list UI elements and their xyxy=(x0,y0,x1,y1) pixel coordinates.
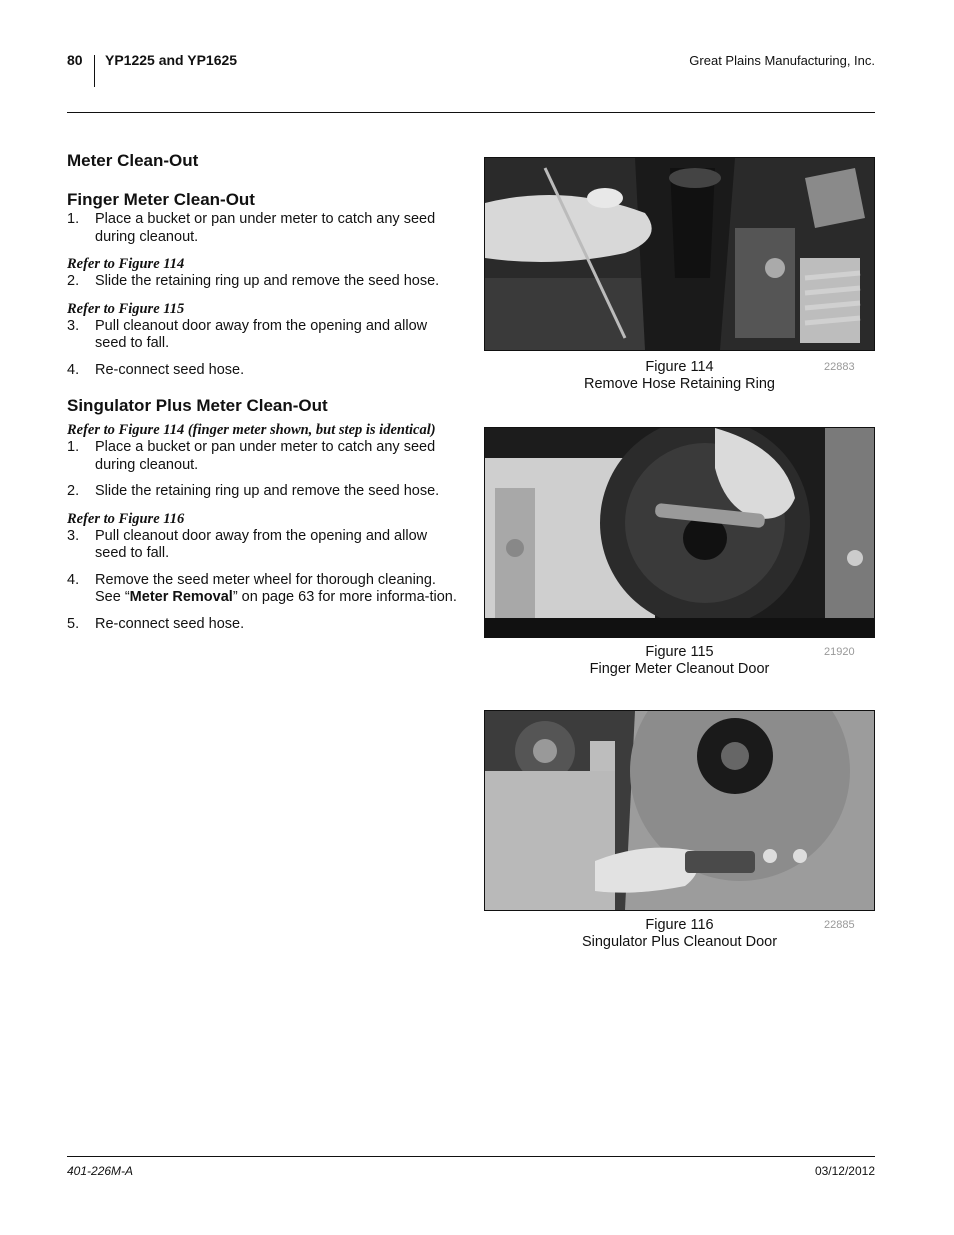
step-text: Pull cleanout door away from the opening and allow seed to fall. xyxy=(95,317,428,351)
step-text: Re-connect seed hose. xyxy=(95,361,245,378)
figure-114-caption xyxy=(484,359,875,393)
doc-number: 401-226M-A xyxy=(67,1164,134,1178)
figure-116-number: 22885 xyxy=(824,919,855,931)
figure-reference: Refer to Figure 115 xyxy=(67,300,185,317)
step-number: 1. xyxy=(67,439,80,455)
figure-115-caption xyxy=(484,644,875,678)
step-number: 3. xyxy=(67,317,80,334)
finger-title: Finger Meter Clean-Out xyxy=(67,190,255,209)
step-number: 3. xyxy=(67,527,80,544)
step-number: 4. xyxy=(67,361,80,378)
figure-title: Finger Meter Cleanout Door xyxy=(589,661,770,677)
step-number: 1. xyxy=(67,211,80,227)
figure-label: Figure 116 xyxy=(645,917,714,933)
figure-116-photo xyxy=(484,710,875,911)
figure-title: Singulator Plus Cleanout Door xyxy=(581,934,778,950)
header-model: YP1225 and YP1625 xyxy=(105,52,238,68)
section-title: Meter Clean-Out xyxy=(67,151,199,170)
figure-title: Remove Hose Retaining Ring xyxy=(583,376,775,392)
singulator-step xyxy=(67,572,462,607)
finger-step xyxy=(67,211,462,246)
step-text: Re-connect seed hose. xyxy=(95,615,245,632)
figure-reference: Refer to Figure 116 xyxy=(67,510,185,527)
header-company: Great Plains Manufacturing, Inc. xyxy=(689,53,875,68)
finger-step xyxy=(67,362,462,380)
instructions-column xyxy=(67,150,462,633)
step-text: Place a bucket or pan under meter to catch any seed during cleanout. xyxy=(95,211,436,245)
singulator-title: Singulator Plus Meter Clean-Out xyxy=(67,396,328,415)
header-divider xyxy=(94,55,95,87)
singulator-step xyxy=(67,439,462,474)
figure-114-number: 22883 xyxy=(824,361,855,373)
step-text: Pull cleanout door away from the opening and allow seed to fall. xyxy=(95,527,428,561)
figure-115-number: 21920 xyxy=(824,646,855,658)
step-number: 2. xyxy=(67,483,80,499)
page-number: 80 xyxy=(67,52,83,68)
meter-removal-link[interactable]: Meter Removal xyxy=(129,589,233,605)
step-number: 2. xyxy=(67,273,80,289)
step-text: Place a bucket or pan under meter to catch any seed during cleanout. xyxy=(95,439,436,473)
step-text: Slide the retaining ring up and remove the seed hose. xyxy=(95,483,440,499)
header-rule xyxy=(67,112,875,113)
doc-date: 03/12/2012 xyxy=(814,1164,875,1178)
figure-label: Figure 115 xyxy=(645,644,714,660)
singulator-step xyxy=(67,528,462,563)
step-text-pre: Remove the seed meter wheel for thorough cleaning. See “ xyxy=(95,571,436,605)
finger-step xyxy=(67,318,462,353)
singulator-step xyxy=(67,616,462,634)
footer-rule xyxy=(67,1156,875,1157)
finger-step xyxy=(67,273,462,291)
figure-115-photo xyxy=(484,427,875,638)
step-text xyxy=(95,572,462,607)
figure-116-caption xyxy=(484,917,875,951)
figure-reference: Refer to Figure 114 xyxy=(67,256,185,272)
figure-reference: Refer to Figure 114 (finger meter shown, but step is identical) xyxy=(67,422,436,438)
figure-114-photo xyxy=(484,157,875,351)
step-text: Slide the retaining ring up and remove the seed hose. xyxy=(95,273,440,289)
step-text-post: ” on page 63 for more informa-tion. xyxy=(232,589,457,605)
figure-label: Figure 114 xyxy=(645,359,714,375)
step-number: 5. xyxy=(67,615,80,632)
singulator-step xyxy=(67,483,462,501)
step-number: 4. xyxy=(67,571,80,588)
